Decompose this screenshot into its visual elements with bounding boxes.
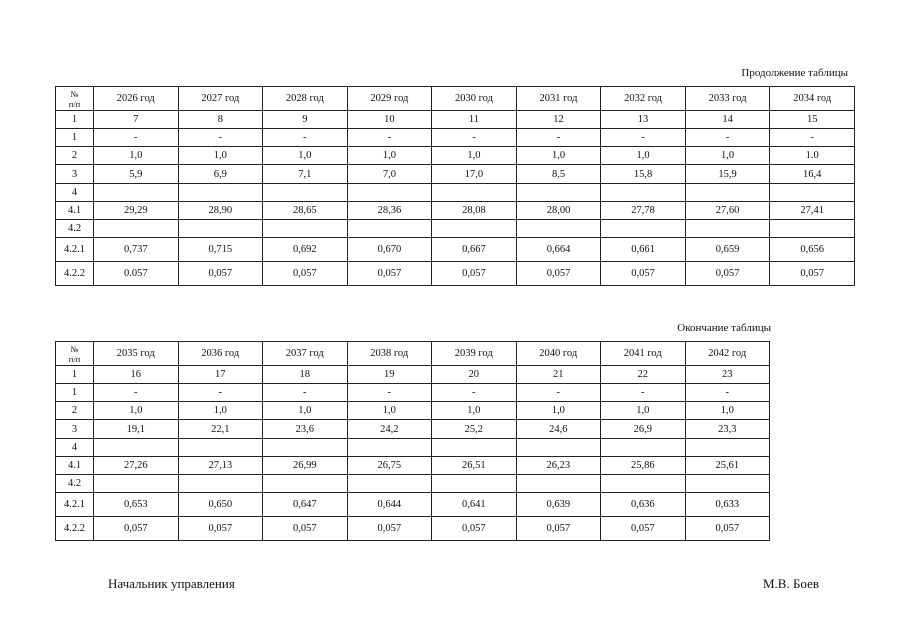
column-header: 2026 год (94, 87, 179, 111)
table-cell: 1,0 (601, 402, 686, 420)
table-cell: - (263, 129, 348, 147)
table-cell: 0,057 (685, 262, 770, 286)
table-cell (601, 220, 686, 238)
table-cell: 28,90 (178, 202, 263, 220)
row-number-cell: 4.2.1 (56, 238, 94, 262)
table-cell (347, 184, 432, 202)
table-cell (432, 475, 517, 493)
number-abbr: п/п (68, 98, 81, 109)
table-cell: 0,057 (263, 517, 348, 541)
table-cell: 0,057 (516, 262, 601, 286)
table-cell (685, 475, 770, 493)
table-cell: 27,13 (178, 457, 263, 475)
table-cell: 21 (516, 366, 601, 384)
table-cell: 28,08 (432, 202, 517, 220)
table-cell: - (432, 384, 517, 402)
table-row (56, 220, 855, 238)
column-header: 2027 год (178, 87, 263, 111)
table-cell (516, 220, 601, 238)
table-row (56, 147, 855, 165)
table-cell: 23,3 (685, 420, 770, 439)
table-cell: 8,5 (516, 165, 601, 184)
table-cell (178, 475, 263, 493)
table-cell: 0,057 (516, 517, 601, 541)
table-cell: - (432, 129, 517, 147)
table-cell: 13 (601, 111, 686, 129)
table-cell (601, 475, 686, 493)
table-cell: 0,661 (601, 238, 686, 262)
table-cell: 0,057 (432, 262, 517, 286)
column-header: 2032 год (601, 87, 686, 111)
table-cell (263, 439, 348, 457)
table-cell (178, 184, 263, 202)
table-cell: 26,51 (432, 457, 517, 475)
table-cell (94, 475, 179, 493)
column-header: 2033 год (685, 87, 770, 111)
table-cell: 1,0 (516, 147, 601, 165)
table-cell: - (601, 384, 686, 402)
table-row (56, 475, 770, 493)
table-cell: 26,9 (601, 420, 686, 439)
row-number-cell: 4.2 (56, 475, 94, 493)
table-cell (432, 439, 517, 457)
table-cell: 26,23 (516, 457, 601, 475)
table-cell: 17 (178, 366, 263, 384)
table-cell: 8 (178, 111, 263, 129)
table-cell (263, 220, 348, 238)
table-cell: 1,0 (94, 402, 179, 420)
table-cell: 0,667 (432, 238, 517, 262)
number-sign: № (70, 343, 79, 354)
number-sign: № (70, 88, 79, 99)
row-number-header (56, 342, 94, 366)
table-cell: 0,639 (516, 493, 601, 517)
table-cell: - (601, 129, 686, 147)
table-ending (55, 341, 770, 541)
row-number-cell: 2 (56, 402, 94, 420)
table-cell (770, 184, 855, 202)
row-number-cell: 4.1 (56, 202, 94, 220)
table-cell: 1,0 (432, 402, 517, 420)
table-row (56, 457, 770, 475)
table-cell: 0,653 (94, 493, 179, 517)
table-cell: - (94, 384, 179, 402)
table-cell: 27,41 (770, 202, 855, 220)
table-row (56, 517, 770, 541)
table-header-row (56, 342, 770, 366)
column-header: 2038 год (347, 342, 432, 366)
row-number-cell: 2 (56, 147, 94, 165)
table-cell: 22 (601, 366, 686, 384)
row-number-cell: 4.1 (56, 457, 94, 475)
row-number-cell: 3 (56, 165, 94, 184)
table-cell: 0.057 (94, 262, 179, 286)
table-cell: - (347, 129, 432, 147)
row-number-cell: 4.2.1 (56, 493, 94, 517)
table1-caption: Продолжение таблицы (741, 67, 848, 79)
table-cell: 0,057 (94, 517, 179, 541)
table-cell (601, 184, 686, 202)
table-cell: 1,0 (685, 402, 770, 420)
row-number-cell: 1 (56, 384, 94, 402)
column-header: 2036 год (178, 342, 263, 366)
table-row (56, 202, 855, 220)
table-row (56, 238, 855, 262)
table-cell: 0,057 (178, 517, 263, 541)
table-cell (685, 439, 770, 457)
table-cell: 0,737 (94, 238, 179, 262)
table-cell: 26,75 (347, 457, 432, 475)
table-cell: 1,0 (601, 147, 686, 165)
table-cell: 22,1 (178, 420, 263, 439)
table-cell: 1,0 (685, 147, 770, 165)
table-cell: 1,0 (347, 402, 432, 420)
signatory-name: М.В. Боев (762, 576, 819, 591)
column-header: 2041 год (601, 342, 686, 366)
table-cell: 24,2 (347, 420, 432, 439)
table-cell: 19 (347, 366, 432, 384)
table-cell: 15 (770, 111, 855, 129)
table-row (56, 129, 855, 147)
row-number-cell: 1 (56, 366, 94, 384)
table-cell: 0,633 (685, 493, 770, 517)
table-cell: 0,641 (432, 493, 517, 517)
row-number-header (56, 87, 94, 111)
table2-caption: Окончание таблицы (677, 322, 771, 334)
table-cell: 7 (94, 111, 179, 129)
table-cell: 0,057 (263, 262, 348, 286)
table-cell (432, 220, 517, 238)
table-cell: 0,057 (601, 262, 686, 286)
table-cell: 1,0 (94, 147, 179, 165)
table-cell: 1,0 (516, 402, 601, 420)
table-cell: 0,057 (432, 517, 517, 541)
table-cell: 17,0 (432, 165, 517, 184)
table-cell: - (178, 384, 263, 402)
table-cell: 1,0 (347, 147, 432, 165)
table-cell: - (516, 384, 601, 402)
table-cell: - (516, 129, 601, 147)
table-cell: 18 (263, 366, 348, 384)
row-number-cell: 4.2.2 (56, 517, 94, 541)
table-cell: 0,692 (263, 238, 348, 262)
table-cell: 1,0 (263, 147, 348, 165)
table-cell: 14 (685, 111, 770, 129)
table-cell: 23 (685, 366, 770, 384)
table-cell: 29,29 (94, 202, 179, 220)
column-header: 2039 год (432, 342, 517, 366)
table-cell: - (347, 384, 432, 402)
table-cell: - (770, 129, 855, 147)
table-continuation (55, 86, 855, 286)
row-number-cell: 4.2 (56, 220, 94, 238)
table-cell: 12 (516, 111, 601, 129)
table-row (56, 402, 770, 420)
table-cell: 15,9 (685, 165, 770, 184)
table-cell (178, 220, 263, 238)
signatory-position: Начальник управления (108, 576, 235, 591)
table-cell: 0,715 (178, 238, 263, 262)
table-cell (263, 184, 348, 202)
table-cell: 28,36 (347, 202, 432, 220)
table-cell (94, 439, 179, 457)
table-cell (347, 220, 432, 238)
table-cell (770, 220, 855, 238)
table-cell: 20 (432, 366, 517, 384)
table-cell: 27,60 (685, 202, 770, 220)
table-row (56, 384, 770, 402)
table-cell: 0,057 (770, 262, 855, 286)
table-cell (347, 439, 432, 457)
table-cell: 0,656 (770, 238, 855, 262)
table-cell: 16 (94, 366, 179, 384)
column-header: 2029 год (347, 87, 432, 111)
table-cell: 0,670 (347, 238, 432, 262)
table-cell: - (178, 129, 263, 147)
table-cell: 25,2 (432, 420, 517, 439)
table-cell: 28,00 (516, 202, 601, 220)
table-cell: 0,057 (347, 517, 432, 541)
table-cell: 7,1 (263, 165, 348, 184)
table-cell: 1,0 (178, 402, 263, 420)
table-cell: 11 (432, 111, 517, 129)
column-header: 2040 год (516, 342, 601, 366)
table-cell: 10 (347, 111, 432, 129)
table-cell: 0,644 (347, 493, 432, 517)
table-row (56, 366, 770, 384)
table-cell: 6,9 (178, 165, 263, 184)
table-row (56, 439, 770, 457)
table-cell: 0,057 (347, 262, 432, 286)
table-cell: 23,6 (263, 420, 348, 439)
table-row (56, 184, 855, 202)
table-cell (94, 184, 179, 202)
table-cell: 7,0 (347, 165, 432, 184)
table-cell: 27,26 (94, 457, 179, 475)
table-header-row (56, 87, 855, 111)
table-cell: - (263, 384, 348, 402)
row-number-cell: 4.2.2 (56, 262, 94, 286)
column-header: 2042 год (685, 342, 770, 366)
table-cell: 5,9 (94, 165, 179, 184)
column-header: 2037 год (263, 342, 348, 366)
table-cell: 1,0 (432, 147, 517, 165)
table-cell: 25,86 (601, 457, 686, 475)
table-cell: 26,99 (263, 457, 348, 475)
table-cell: 27,78 (601, 202, 686, 220)
table-cell: 0,647 (263, 493, 348, 517)
table-cell: 0,057 (685, 517, 770, 541)
table-cell (516, 439, 601, 457)
table-cell: 15,8 (601, 165, 686, 184)
table-cell: - (94, 129, 179, 147)
table-row (56, 420, 770, 439)
table-cell (685, 184, 770, 202)
column-header: 2034 год (770, 87, 855, 111)
table-cell (601, 439, 686, 457)
table-cell: 0,636 (601, 493, 686, 517)
table-cell (263, 475, 348, 493)
number-abbr: п/п (68, 353, 81, 364)
table-row (56, 111, 855, 129)
table-cell (432, 184, 517, 202)
table-cell: 0,650 (178, 493, 263, 517)
table-cell: 9 (263, 111, 348, 129)
table-cell: 24,6 (516, 420, 601, 439)
table-cell: - (685, 384, 770, 402)
table-row (56, 262, 855, 286)
table-cell: 25,61 (685, 457, 770, 475)
table-cell (94, 220, 179, 238)
table-row (56, 493, 770, 517)
table-cell (685, 220, 770, 238)
table-cell (516, 184, 601, 202)
table-cell: - (685, 129, 770, 147)
row-number-cell: 4 (56, 184, 94, 202)
row-number-cell: 3 (56, 420, 94, 439)
column-header: 2030 год (432, 87, 517, 111)
table-cell: 1,0 (263, 402, 348, 420)
table-cell: 1,0 (178, 147, 263, 165)
row-number-cell: 1 (56, 129, 94, 147)
table-cell (178, 439, 263, 457)
table-cell: 0,659 (685, 238, 770, 262)
table-cell: 0,664 (516, 238, 601, 262)
table-cell: 0,057 (601, 517, 686, 541)
table-row (56, 165, 855, 184)
column-header: 2028 год (263, 87, 348, 111)
table-cell: 0,057 (178, 262, 263, 286)
row-number-cell: 1 (56, 111, 94, 129)
table-cell: 28,65 (263, 202, 348, 220)
column-header: 2031 год (516, 87, 601, 111)
row-number-cell: 4 (56, 439, 94, 457)
table-cell: 1.0 (770, 147, 855, 165)
table-cell: 19,1 (94, 420, 179, 439)
table-cell (347, 475, 432, 493)
column-header: 2035 год (94, 342, 179, 366)
table-cell: 16,4 (770, 165, 855, 184)
table-cell (516, 475, 601, 493)
